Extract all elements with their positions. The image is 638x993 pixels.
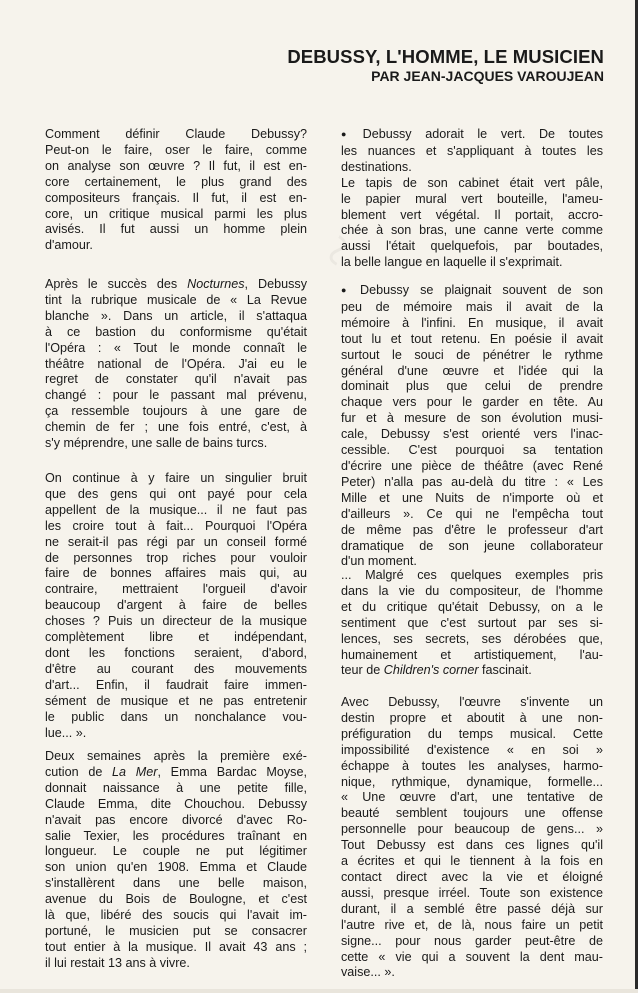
- text-line: l'Opéra : « Tout le monde connaît le: [45, 340, 307, 355]
- text-line: fur et à mesure de son évolution musi-: [341, 411, 603, 426]
- text-line: On continue à y faire un singulier bruit: [45, 471, 307, 485]
- text-line: d'art... Enfin, il faudrait faire immen-: [45, 677, 307, 692]
- text-line: personnelle pour beaucoup de gens... »: [341, 822, 603, 837]
- paragraph-intro: [45, 127, 307, 254]
- text-line: ne serait-il pas régi par un conseil formé: [45, 534, 307, 549]
- text-line: d'être au courant des mouvements: [45, 661, 307, 676]
- text-line: longueur. Le couple ne put légitimer: [45, 844, 307, 859]
- text-line: compositeurs français. Il fut, il est en-: [45, 190, 307, 205]
- text-line: chée à son bras, une canne verte comme: [341, 223, 603, 238]
- text-line: regret de constater qu'il n'avait pas: [45, 372, 307, 387]
- text-line: chaque vers pour le garder en tête. Au: [341, 395, 603, 410]
- text-line: Claude Emma, dite Chouchou. Debussy: [45, 796, 307, 811]
- text-line: le public dans un nonchalance vou-: [45, 709, 307, 724]
- text-line: échappe à toutes les analyses, harmo-: [341, 758, 603, 773]
- text-line: blement vert végétal. Il portait, accro-: [341, 207, 603, 222]
- text-line: avenue du Bois de Boulogne, et c'est: [45, 892, 307, 907]
- text-line: cale, Debussy s'est orienté vers l'inac-: [341, 427, 603, 442]
- paragraph-opera-critique: [45, 277, 307, 452]
- text-line: impossibilité d'existence « en soi »: [341, 742, 603, 757]
- text-line: d'écrire une pièce de théâtre (avec René: [341, 458, 603, 473]
- text-line: son union qu'en 1908. Emma et Claude: [45, 860, 307, 875]
- text-line: tint la rubrique musicale de « La Revue: [45, 292, 307, 307]
- text-line: cette « vie qui a souvent la dent mau-: [341, 949, 603, 964]
- text-line: ça ressemble toujours à une gare de: [45, 404, 307, 419]
- text-line: aussi l'était quelquefois, par boutades,: [341, 239, 603, 254]
- text-line: et du critique qu'était Debussy, on a le: [341, 599, 603, 614]
- text-line: dramatique de son jeune collaborateur: [341, 538, 603, 553]
- text-line: de personnes trop riches pour vouloir: [45, 550, 307, 565]
- text-line: vaise... ».: [341, 965, 395, 980]
- text-line: là que, libéré des soucis qui l'avait im-: [45, 908, 307, 923]
- text-line: aussi, presque irréel. Toute son existence: [341, 885, 603, 900]
- text-line: teur de Children's corner fascinait.: [341, 663, 532, 678]
- text-line: s'installèrent dans une belle maison,: [45, 876, 307, 891]
- page-bottom-edge: [0, 989, 638, 993]
- text-line: de même pas d'être le professeur d'art: [341, 522, 603, 537]
- text-line: surtout le souci de pénétrer le rythme: [341, 347, 603, 362]
- text-line: tout lu et tout retenu. En poésie il avait: [341, 331, 603, 346]
- paragraph-opera-quote: [45, 471, 307, 741]
- text-line: changé : pour le passant mal prévenu,: [45, 388, 307, 403]
- paragraph-oeuvre: [341, 695, 603, 981]
- text-line: Le tapis de son cabinet était vert pâle,: [341, 175, 603, 190]
- text-line: peu de mémoire mais il avait de la: [341, 299, 603, 314]
- text-line: choses ? Puis un directeur de la musique: [45, 614, 307, 629]
- text-line: signe... pour nous garder peut-être de: [341, 933, 603, 948]
- text-line: les nuances et s'appliquant à toutes les: [341, 143, 603, 158]
- text-line: à ce bastion du conformisme qu'était: [45, 324, 307, 339]
- paragraph-green: [341, 127, 603, 271]
- text-line: préfiguration du temps musical. Cette: [341, 726, 603, 741]
- text-line: sément de musique et ne pas entretenir: [45, 693, 307, 708]
- text-line: cution de La Mer, Emma Bardac Moyse,: [45, 764, 307, 779]
- text-line: dans la vie du compositeur, de l'homme: [341, 583, 603, 598]
- paragraph-memory: [341, 283, 603, 570]
- text-line: ... Malgré ces quelques exemples pris: [341, 568, 603, 582]
- text-line: la belle langue en laquelle il s'exprimait.: [341, 255, 563, 270]
- text-line: core, un critique musical parmi les plus: [45, 206, 307, 221]
- text-line: sentiment que c'est surtout par ses si-: [341, 615, 603, 630]
- text-line: dont les fonctions seraient, d'abord,: [45, 645, 307, 660]
- text-line: théâtre national de l'Opéra. J'ai eu le: [45, 356, 307, 371]
- text-line: a écrites et qui le tiennent à la fois en: [341, 854, 603, 869]
- article-byline: PAR JEAN-JACQUES VAROUJEAN: [371, 68, 604, 84]
- text-line: chemin de fer ; une fois entré, c'est, à: [45, 420, 307, 435]
- text-line: humainement et artistiquement, l'au-: [341, 647, 603, 662]
- text-line: cessible. C'est pourquoi sa tentation: [341, 443, 603, 458]
- text-line: d'amour.: [45, 238, 93, 253]
- text-line: le papier mural vert bouteille, l'ameu-: [341, 191, 603, 206]
- text-line: Tout Debussy est dans ces lignes qu'il: [341, 838, 603, 853]
- text-line: Peter) n'alla pas au-delà du titre : « Les: [341, 474, 603, 489]
- paragraph-silences: [341, 568, 603, 679]
- text-line: beaucoup d'argent à faire de belles: [45, 598, 307, 613]
- text-line: lences, ses secrets, ses dérobées que,: [341, 631, 603, 646]
- text-line: Deux semaines après la première exé-: [45, 749, 307, 763]
- text-line: tout entier à la musique. Il avait 43 ans ;: [45, 939, 307, 954]
- text-line: salie Texier, les procédures traînant en: [45, 828, 307, 843]
- text-line: s'y méprendre, une salle de bains turcs.: [45, 436, 268, 451]
- article-title: DEBUSSY, L'HOMME, LE MUSICIEN: [287, 46, 604, 67]
- text-line: ● Debussy adorait le vert. De toutes: [341, 127, 603, 144]
- text-line: blanche ». Dans un article, il s'attaqua: [45, 308, 307, 323]
- text-line: dominait plus que celui de prendre: [341, 379, 603, 394]
- text-line: complètement libre et indépendant,: [45, 630, 307, 645]
- text-line: contact direct avec la vie et éloigné: [341, 869, 603, 884]
- text-line: il lui restait 13 ans à vivre.: [45, 955, 190, 970]
- text-line: core certainement, le plus grand des: [45, 174, 307, 189]
- text-line: Comment définir Claude Debussy?: [45, 127, 307, 141]
- text-line: général d'une œuvre et l'idée qui la: [341, 363, 603, 378]
- text-line: destinations.: [341, 159, 412, 174]
- text-line: nique, rythmique, dynamique, formelle...: [341, 774, 603, 789]
- text-line: « Une œuvre d'art, une tentative de: [341, 790, 603, 805]
- text-line: donnait naissance à une petite fille,: [45, 780, 307, 795]
- text-line: destin propre et aboutit à une non-: [341, 710, 603, 725]
- text-line: d'ailleurs ». Ce qui ne l'empêcha tout: [341, 506, 603, 521]
- text-line: avisés. Il fut aussi un homme plein: [45, 222, 307, 237]
- text-line: appellent de la musique... il ne faut pas: [45, 502, 307, 517]
- text-line: ● Debussy se plaignait souvent de son: [341, 283, 603, 300]
- text-line: Mille et une Nuits de n'importe où et: [341, 490, 603, 505]
- text-line: contraire, mettraient l'orgueil d'avoir: [45, 582, 307, 597]
- text-line: que des gens qui ont payé pour cela: [45, 486, 307, 501]
- text-line: Avec Debussy, l'œuvre s'invente un: [341, 695, 603, 709]
- text-line: on analyse son œuvre ? Il fut, il est en-: [45, 158, 307, 173]
- text-line: beauté semblent toujours une offense: [341, 806, 603, 821]
- text-line: durant, il a semblé être passé déjà sur: [341, 901, 603, 916]
- text-line: faire de bonnes affaires mais qui, au: [45, 566, 307, 581]
- text-line: lue... ».: [45, 725, 87, 740]
- text-line: portuné, le musicien put se consacrer: [45, 923, 307, 938]
- text-line: n'avait pas encore divorcé d'avec Ro-: [45, 812, 307, 827]
- text-line: Après le succès des Nocturnes, Debussy: [45, 277, 308, 291]
- text-line: d'un moment.: [341, 554, 417, 569]
- text-line: les croire tout à fait... Pourquoi l'Opéra: [45, 518, 307, 533]
- text-line: mémoire à l'infini. En musique, il avait: [341, 315, 603, 330]
- paragraph-chouchou: [45, 749, 307, 972]
- text-line: Peut-on le faire, oser le faire, comme: [45, 142, 307, 157]
- text-line: l'autre rive et, de là, nous faire un petit: [341, 917, 603, 932]
